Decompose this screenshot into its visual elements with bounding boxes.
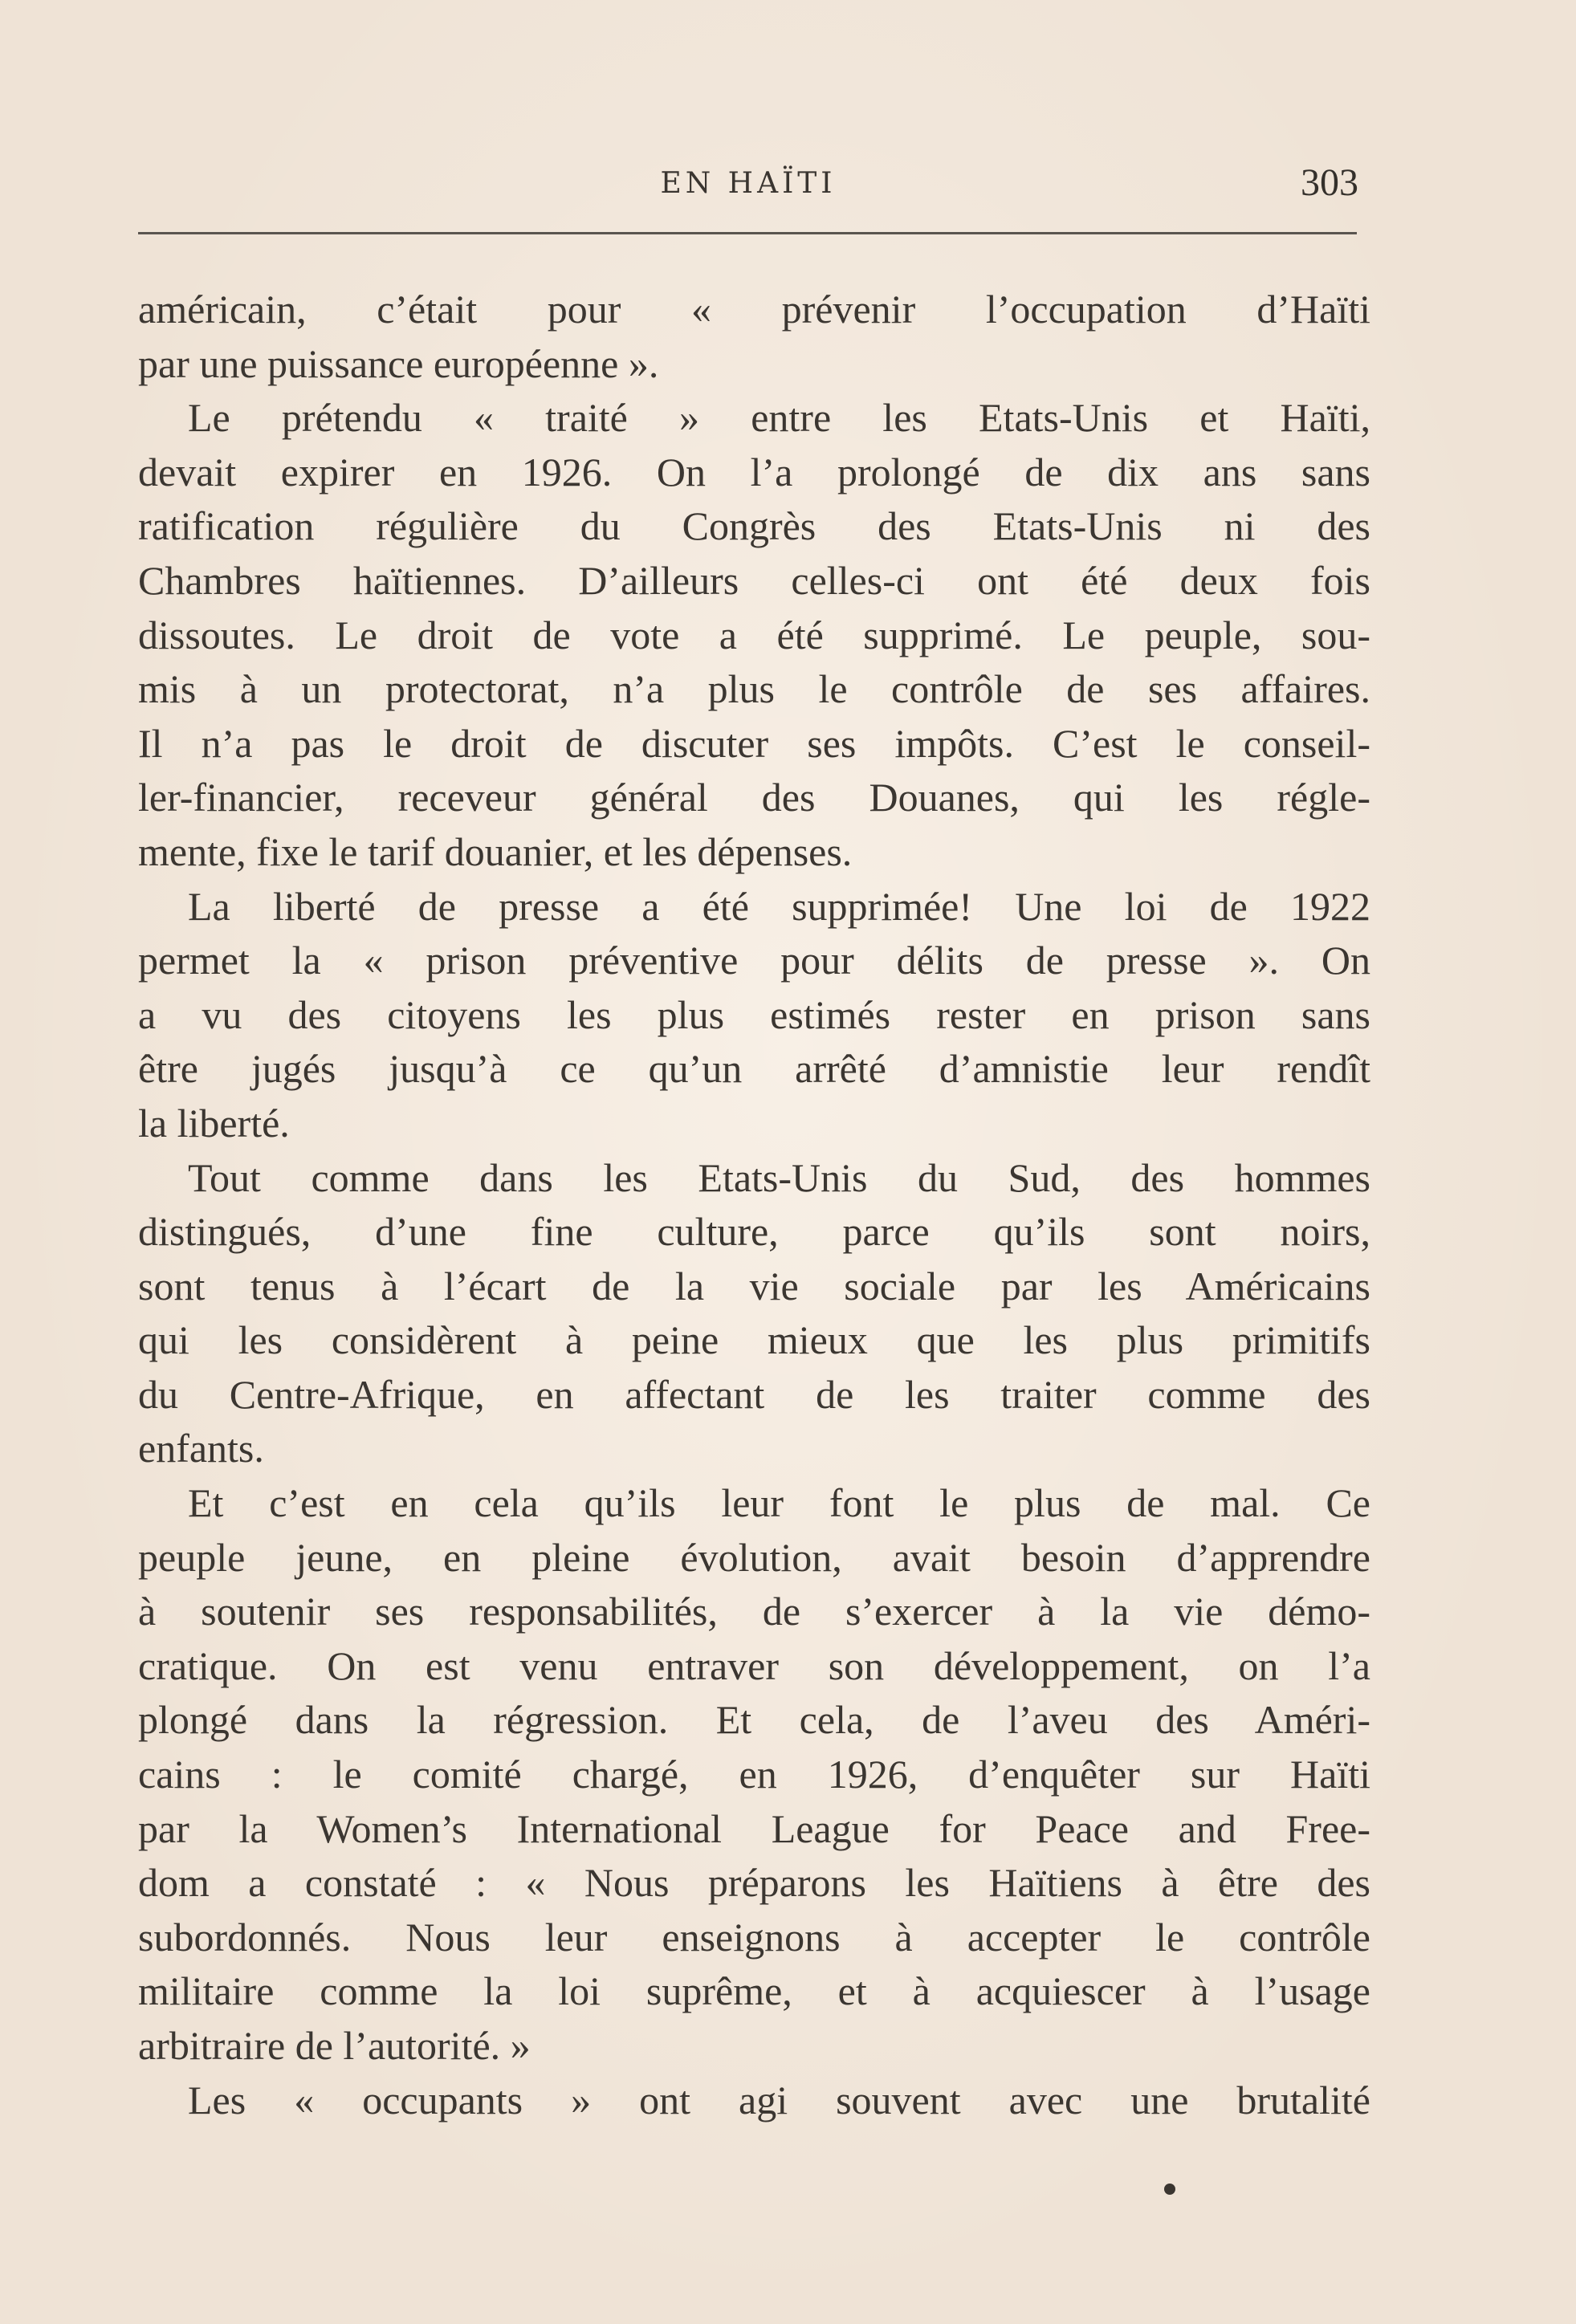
page-header <box>138 161 1358 209</box>
text-line: arbitraire de l’autorité. » <box>138 2023 531 2068</box>
text-line: Le prétendu « traité » entre les Etats-Unis et Haïti, <box>188 395 1370 441</box>
text-line: être jugés jusqu’à ce qu’un arrêté d’amnistie leur rendît <box>138 1046 1370 1092</box>
running-head: EN HAÏTI <box>660 167 837 200</box>
text-line: permet la « prison préventive pour délits de presse ». On <box>138 938 1370 983</box>
header-rule <box>138 232 1357 234</box>
text-line: Tout comme dans les Etats-Unis du Sud, des hommes <box>188 1154 1370 1200</box>
text-line: Il n’a pas le droit de discuter ses impôts. C’est le conseil- <box>138 720 1370 766</box>
page-number: 303 <box>1301 161 1358 204</box>
text-line: sont tenus à l’écart de la vie sociale par les Américains <box>138 1263 1370 1309</box>
text-line: américain, c’était pour « prévenir l’occupation d’Haïti <box>138 287 1370 332</box>
text-line: par une puissance européenne ». <box>138 340 659 386</box>
body-text <box>138 283 1370 2127</box>
text-line: a vu des citoyens les plus estimés rester en prison sans <box>138 991 1370 1037</box>
text-line: la liberté. <box>138 1100 290 1146</box>
text-line: mis à un protectorat, n’a plus le contrôle de ses affaires. <box>138 666 1370 712</box>
text-line: mente, fixe le tarif douanier, et les dépenses. <box>138 828 853 874</box>
text-line: du Centre-Afrique, en affectant de les traiter comme des <box>138 1371 1370 1417</box>
text-line: ler-financier, receveur général des Douanes, qui les régle- <box>138 775 1370 820</box>
text-line: subordonnés. Nous leur enseignons à accepter le contrôle <box>138 1914 1370 1960</box>
text-line: dissoutes. Le droit de vote a été supprimé. Le peuple, sou- <box>138 612 1370 657</box>
text-line: Et c’est en cela qu’ils leur font le plus de mal. Ce <box>188 1480 1370 1526</box>
text-line: La liberté de presse a été supprimée! Une loi de 1922 <box>188 883 1370 929</box>
text-line: plongé dans la régression. Et cela, de l’aveu des Améri- <box>138 1697 1370 1743</box>
text-line: peuple jeune, en pleine évolution, avait besoin d’apprendre <box>138 1534 1370 1580</box>
text-line: Les « occupants » ont agi souvent avec une brutalité <box>188 2077 1370 2123</box>
text-line: distingués, d’une fine culture, parce qu’ils sont noirs, <box>138 1209 1370 1255</box>
ink-speck <box>1164 2184 1175 2195</box>
text-line: enfants. <box>138 1426 264 1471</box>
text-line: dom a constaté : « Nous préparons les Haïtiens à être des <box>138 1860 1370 1906</box>
text-line: par la Women’s International League for Peace and Free- <box>138 1805 1370 1851</box>
text-line: cratique. On est venu entraver son développement, on l’a <box>138 1642 1370 1688</box>
text-line: qui les considèrent à peine mieux que les plus primitifs <box>138 1317 1370 1363</box>
text-line: Chambres haïtiennes. D’ailleurs celles-ci ont été deux fois <box>138 557 1370 603</box>
text-line: devait expirer en 1926. On l’a prolongé de dix ans sans <box>138 449 1370 495</box>
text-line: cains : le comité chargé, en 1926, d’enquêter sur Haïti <box>138 1752 1370 1797</box>
text-line: à soutenir ses responsabilités, de s’exercer à la vie démo- <box>138 1589 1370 1634</box>
text-line: ratification régulière du Congrès des Etats-Unis ni des <box>138 503 1370 549</box>
text-line: militaire comme la loi suprême, et à acquiescer à l’usage <box>138 1968 1370 2014</box>
